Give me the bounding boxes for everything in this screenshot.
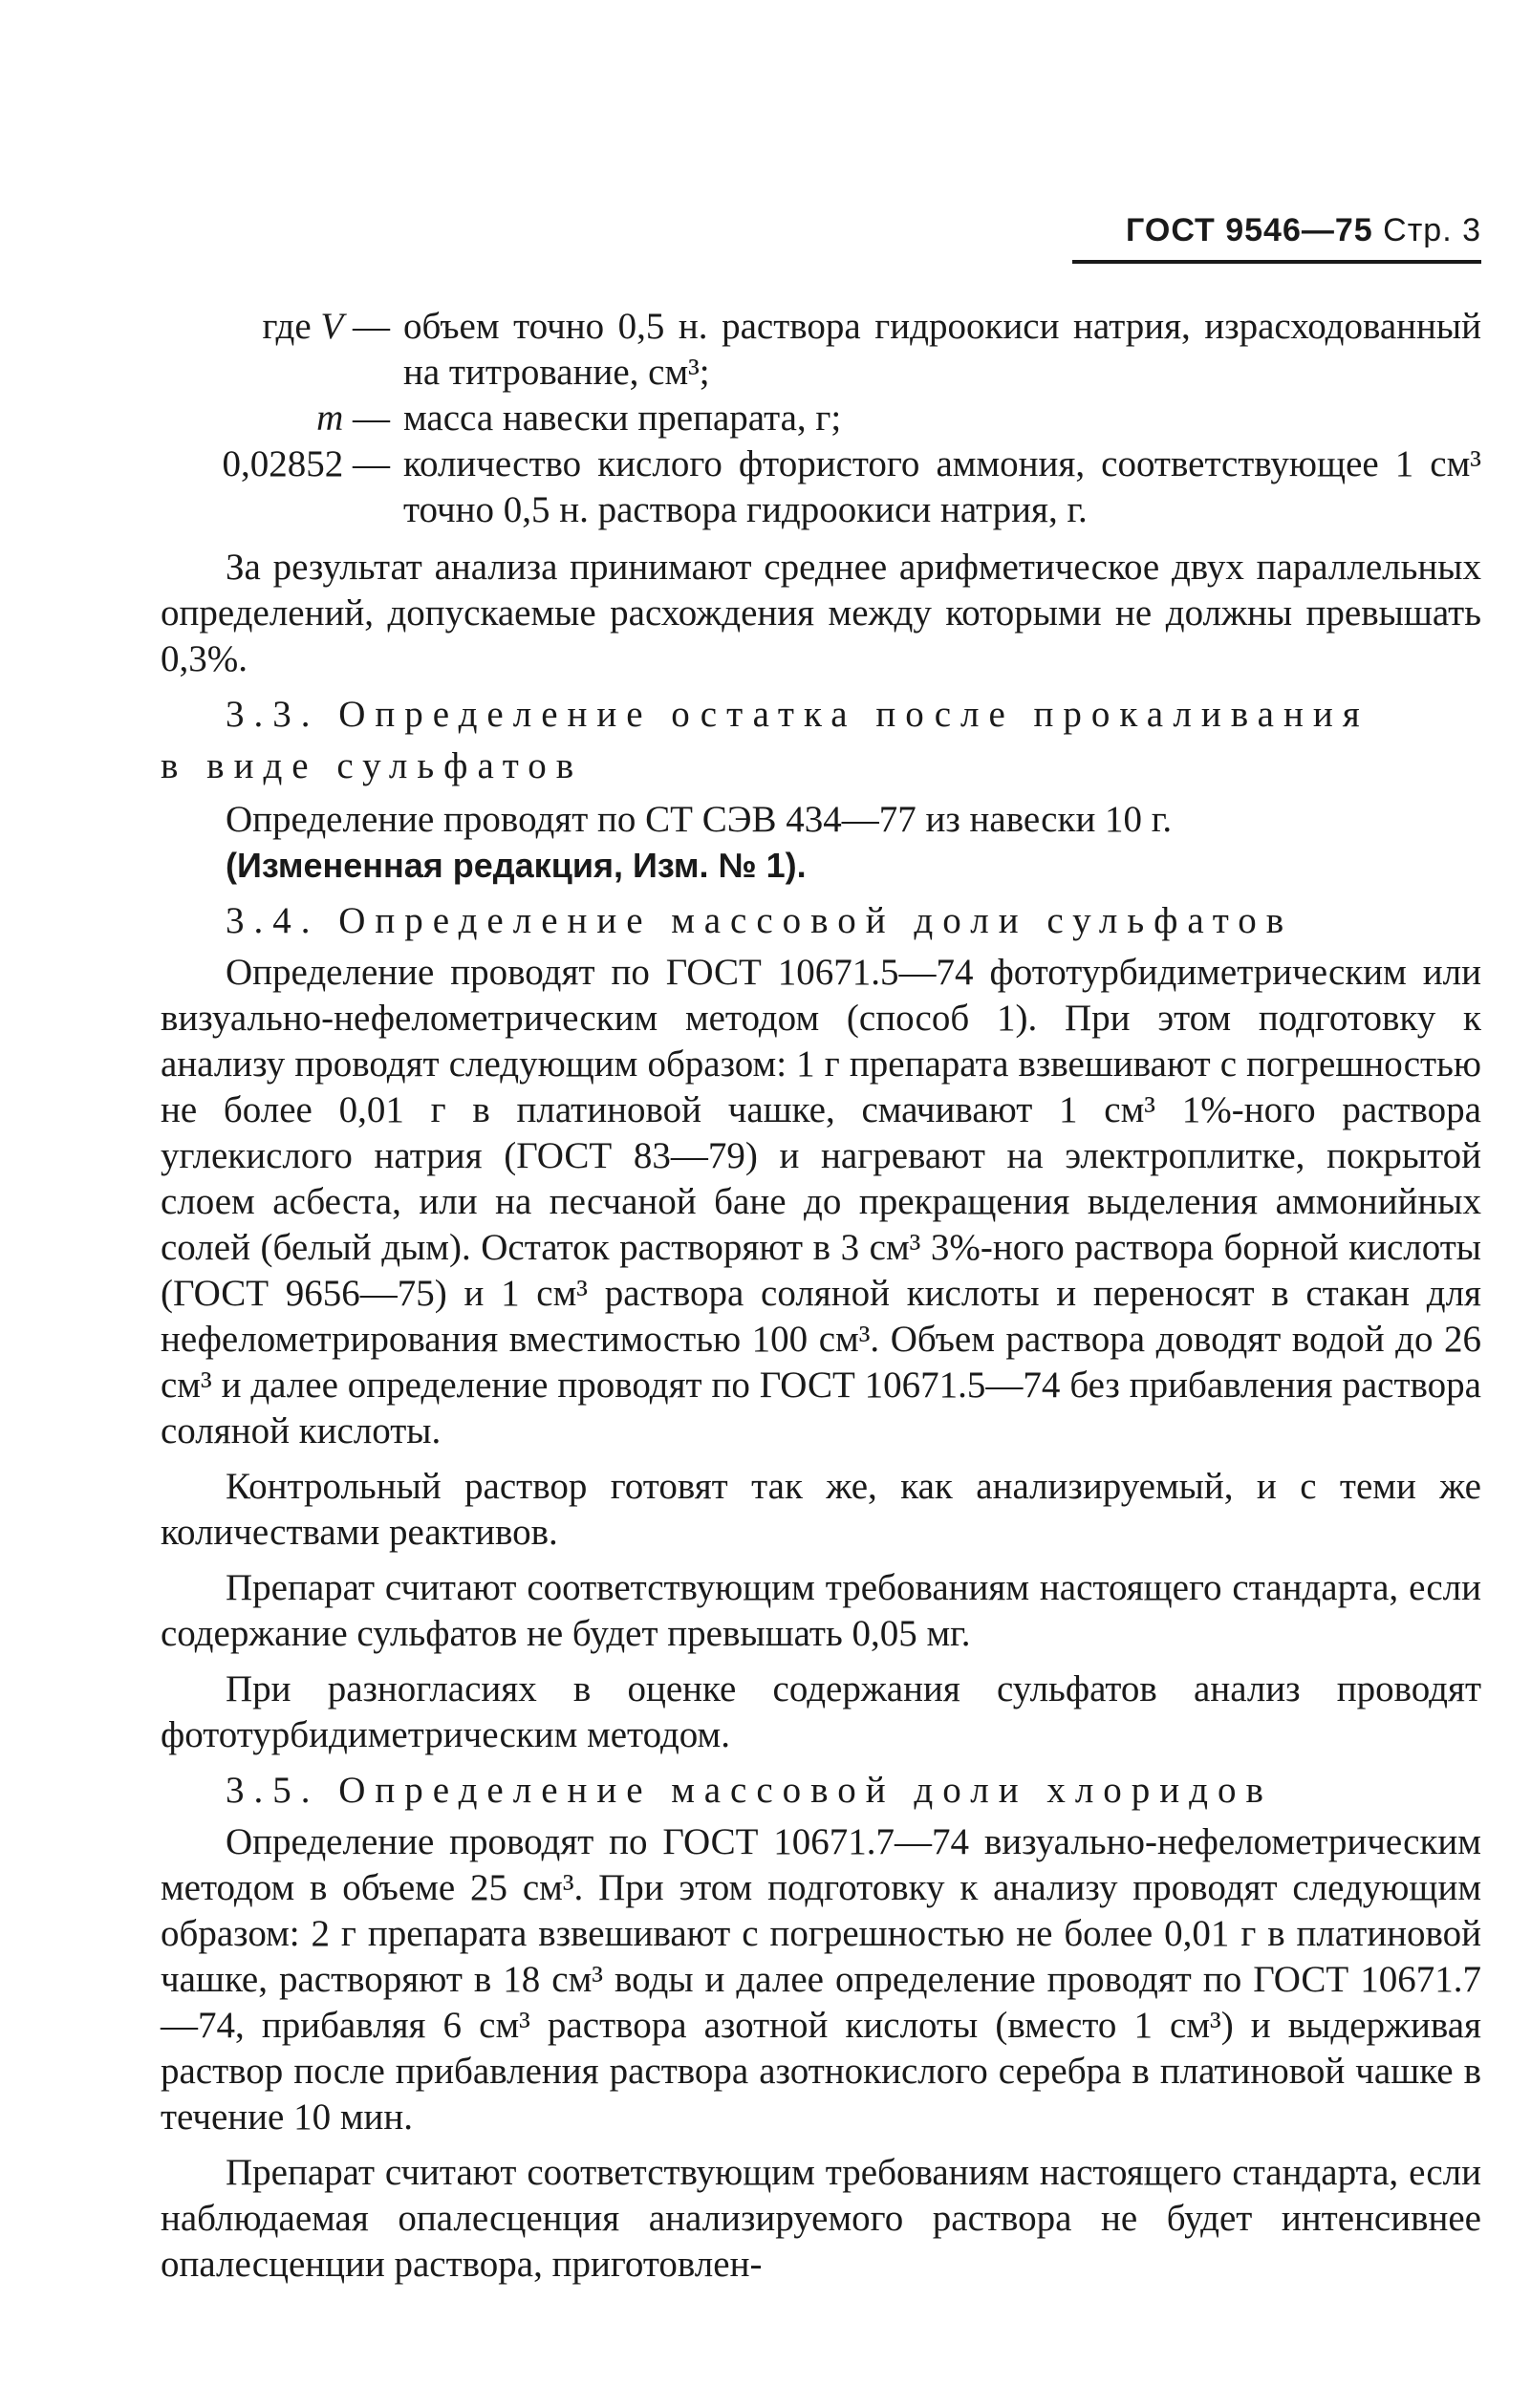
section-3-4-paragraph-3: Препарат считают соответствующим требованиям настоящего стандарта, если содержание сульфатов не будет превышать 0,05 мг. [161,1567,1481,1654]
section-3-5-paragraph-2: Препарат считают соответствующим требованиям настоящего стандарта, если наблюдаемая опалесценция анализируемого раствора не будет интенсивнее опалесценции раствора, приготовлен- [161,2152,1481,2285]
definition-text: количество кислого фтористого аммония, соответствующее 1 см³ точно 0,5 н. раствора гидроокиси натрия, г. [403,443,1481,530]
section-3-3-text: Определение проводят по СТ СЭВ 434—77 из навески 10 г. [226,799,1173,840]
document-body [161,304,1481,2297]
definition-term: 0,02852 — [222,443,390,484]
definition-term: m — [316,398,390,439]
page-number: Стр. 3 [1383,212,1481,248]
amendment-note: (Измененная редакция, Изм. № 1). [226,846,807,885]
section-3-4-heading: 3.4. Определение массовой доли сульфатов [226,900,1294,941]
definition-text: объем точно 0,5 н. раствора гидроокиси натрия, израсходованный на титрование, см³; [403,306,1481,393]
result-paragraph: За результат анализа принимают среднее арифметическое двух параллельных определений, допускаемые расхождения между которыми не должны превышать 0,3%. [161,547,1481,679]
definition-text: масса навески препарата, г; [403,398,842,439]
document-reference: ГОСТ 9546—75 [1126,212,1373,248]
variable-definitions [161,304,1481,533]
definition-term: где V — [262,306,390,347]
section-3-4-paragraph-4: При разногласиях в оценке содержания сульфатов анализ проводят фототурбидиметрическим методом. [161,1668,1481,1755]
section-3-4-paragraph-1: Определение проводят по ГОСТ 10671.5—74 фототурбидиметрическим или визуально-нефелометрическим методом (способ 1). При этом подготовку к анализу проводят следующим образом: 1 г препарата взвешивают с погрешностью не более 0,01 г в платиновой чашке, смачивают 1 см³ 1%-ного раствора углекислого натрия (ГОСТ 83—79) и нагревают на электроплитке, покрытой слоем асбеста, или на песчаной бане до прекращения выделения аммонийных солей (белый дым). Остаток растворяют в 3 см³ 3%-ного раствора борной кислоты (ГОСТ 9656—75) и 1 см³ раствора соляной кислоты и переносят в стакан для нефелометрирования вместимостью 100 см³. Объем раствора доводят водой до 26 см³ и далее определение проводят по ГОСТ 10671.5—74 без прибавления раствора соляной кислоты. [161,952,1481,1451]
header-rule [1072,260,1481,264]
section-3-3-heading: 3.3. Определение остатка после прокаливания [226,694,1369,735]
page-header [1070,212,1481,249]
section-3-5-paragraph-1: Определение проводят по ГОСТ 10671.7—74 визуально-нефелометрическим методом в объеме 25 см³. При этом подготовку к анализу проводят следующим образом: 2 г препарата взвешивают с погрешностью не более 0,01 г в платиновой чашке, растворяют в 18 см³ воды и далее определение проводят по ГОСТ 10671.7—74, прибавляя 6 см³ раствора азотной кислоты (вместо 1 см³) и выдерживая раствор после прибавления раствора азотнокислого серебра в платиновой чашке в течение 10 мин. [161,1821,1481,2138]
section-3-5-heading: 3.5. Определение массовой доли хлоридов [226,1770,1273,1811]
section-3-4-paragraph-2: Контрольный раствор готовят так же, как анализируемый, и с теми же количествами реактивов. [161,1466,1481,1553]
section-3-3-heading-continuation: в виде сульфатов [161,745,584,786]
